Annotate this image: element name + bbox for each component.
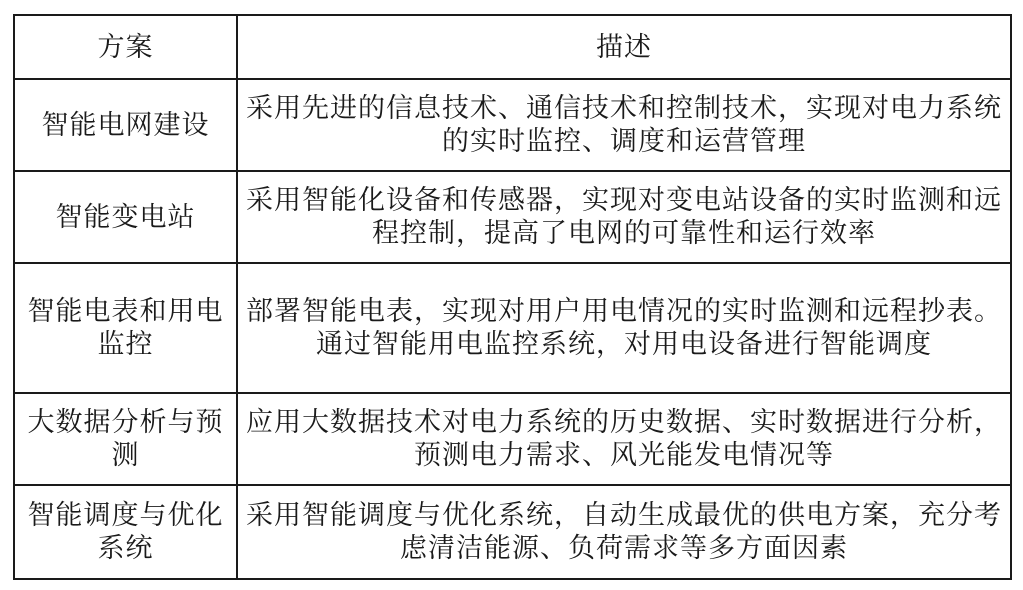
header-scheme: 方案 [14, 15, 237, 79]
description-cell: 采用智能化设备和传感器，实现对变电站设备的实时监测和远程控制，提高了电网的可靠性和运行效率 [237, 171, 1011, 263]
scheme-cell: 智能电表和用电监控 [14, 263, 237, 393]
header-description: 描述 [237, 15, 1011, 79]
description-cell: 采用先进的信息技术、通信技术和控制技术，实现对电力系统的实时监控、调度和运营管理 [237, 79, 1011, 171]
description-cell: 应用大数据技术对电力系统的历史数据、实时数据进行分析，预测电力需求、风光能发电情况等 [237, 393, 1011, 485]
scheme-cell: 智能变电站 [14, 171, 237, 263]
table-row [14, 79, 1011, 171]
table-row [14, 485, 1011, 579]
scheme-cell: 智能电网建设 [14, 79, 237, 171]
scheme-description-table [13, 14, 1012, 580]
table-row [14, 263, 1011, 393]
scheme-cell: 大数据分析与预测 [14, 393, 237, 485]
table-header-row [14, 15, 1011, 79]
table-row [14, 393, 1011, 485]
description-cell: 采用智能调度与优化系统，自动生成最优的供电方案，充分考虑清洁能源、负荷需求等多方面因素 [237, 485, 1011, 579]
table-row [14, 171, 1011, 263]
scheme-cell: 智能调度与优化系统 [14, 485, 237, 579]
description-cell: 部署智能电表，实现对用户用电情况的实时监测和远程抄表。通过智能用电监控系统，对用电设备进行智能调度 [237, 263, 1011, 393]
